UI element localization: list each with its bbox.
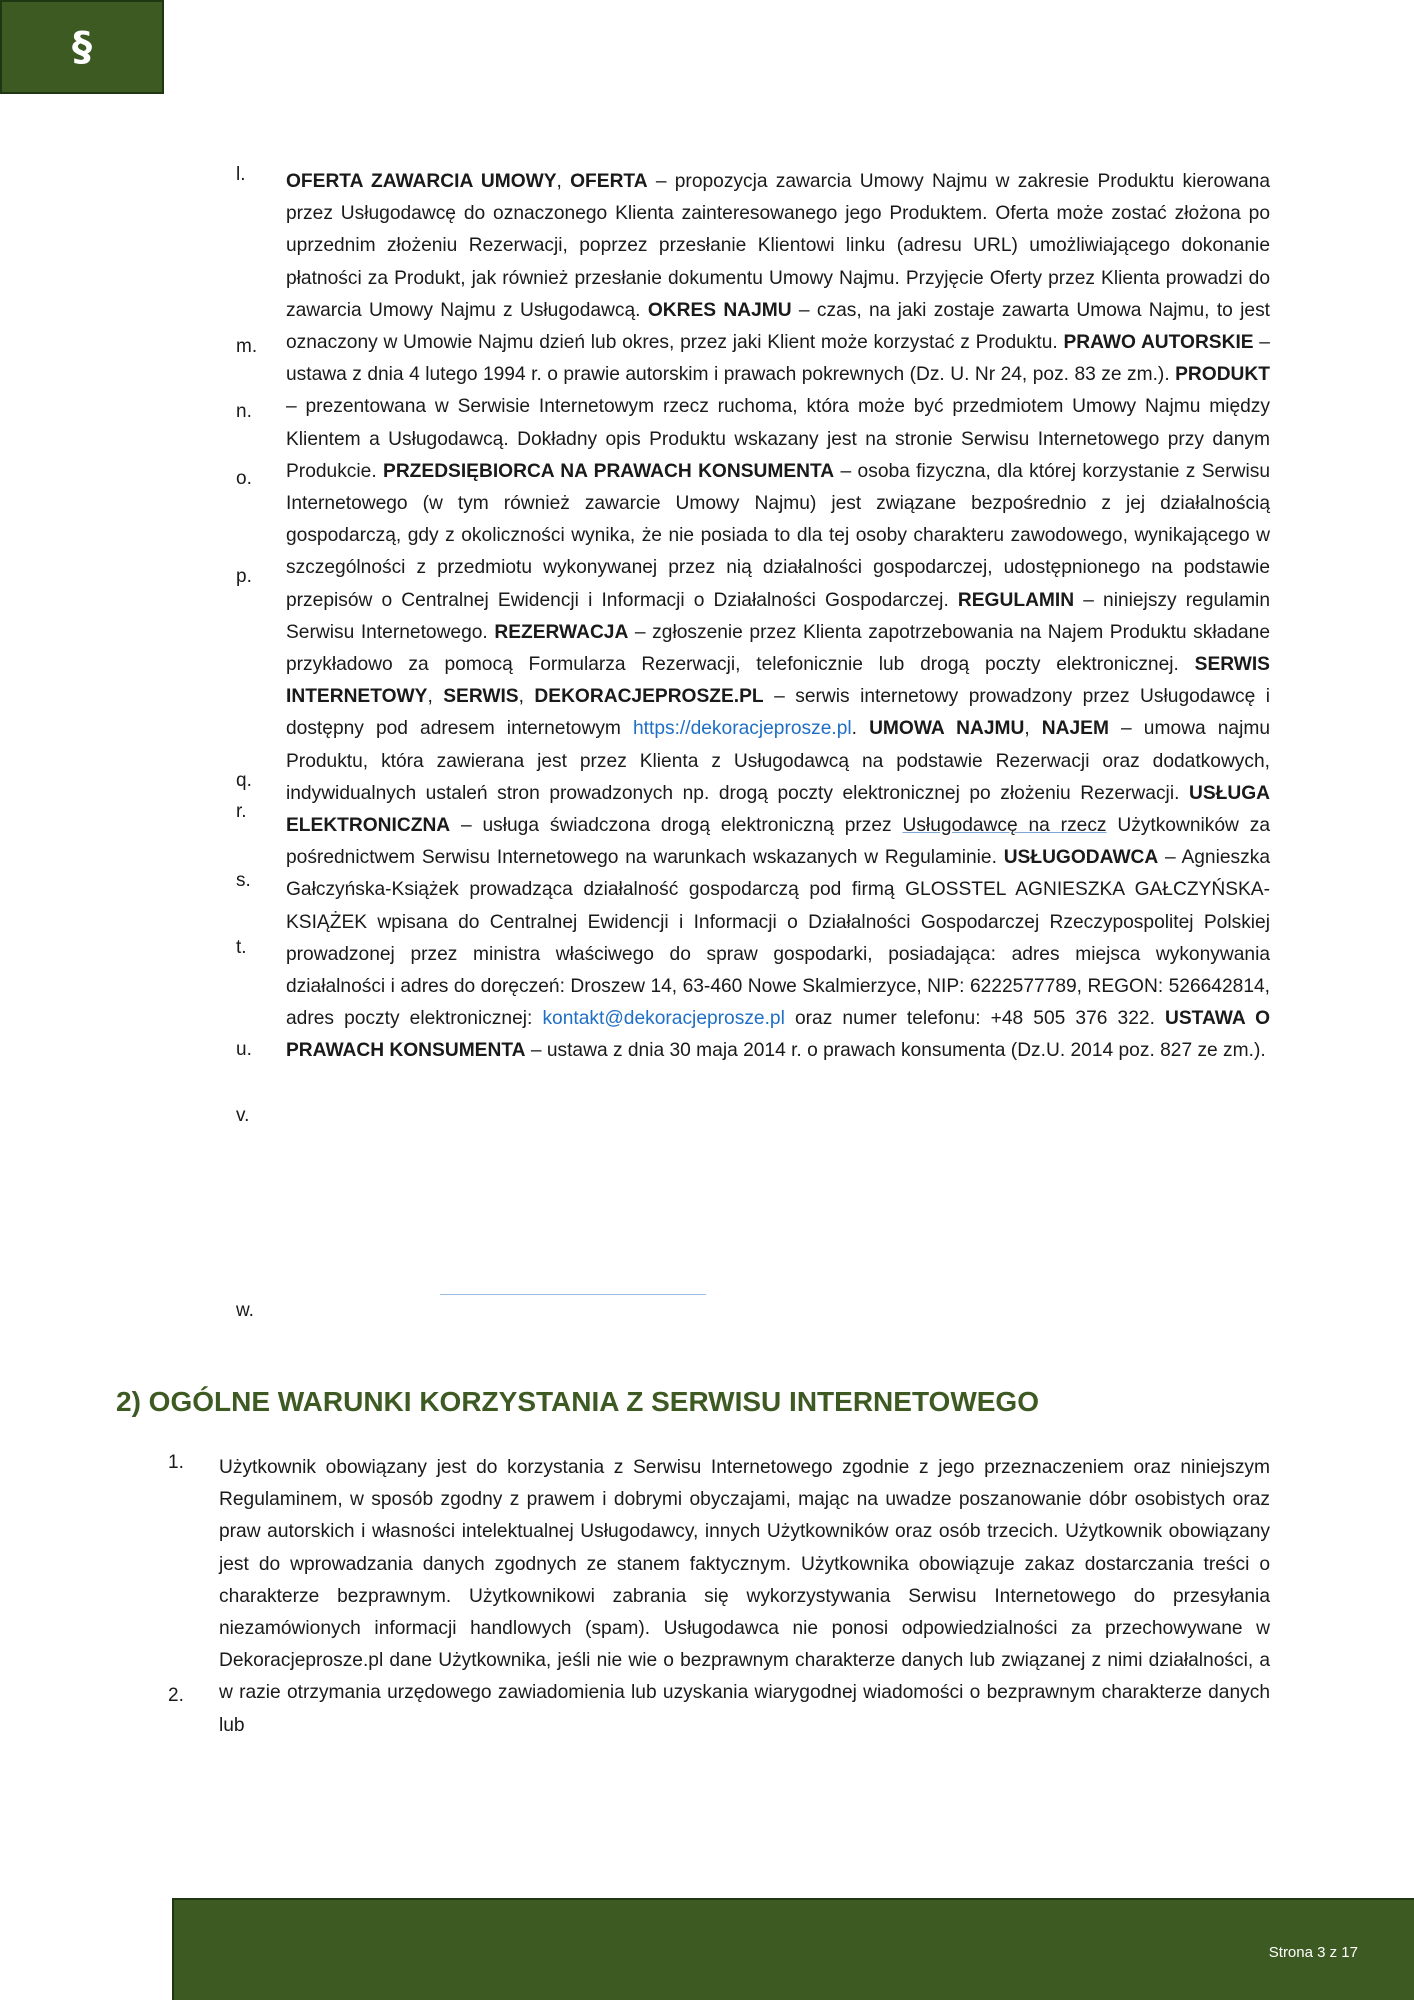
- term-najem: NAJEM: [1041, 718, 1109, 740]
- text-ustawa: – ustawa z dnia 30 maja 2014 r. o prawach konsumenta (Dz.U. 2014 poz. 827 ze zm.).: [525, 1040, 1266, 1062]
- footer-bar: [172, 1898, 1414, 2000]
- term-dekoracjeprosze: DEKORACJEPROSZE.PL: [534, 686, 764, 708]
- letter-u: u.: [236, 1039, 252, 1060]
- text-serwis: – serwis internetowy prowadzony przez Usługodawcę i dostępny pod adresem internetowym: [286, 686, 1270, 740]
- separator-line: [440, 1294, 706, 1295]
- letter-o: o.: [236, 468, 252, 489]
- text-prawo-autorskie: – ustawa z dnia 4 lutego 1994 r. o prawie autorskim i prawach pokrewnych (Dz. U. Nr 24, poz. 83 ze zm.).: [286, 332, 1270, 386]
- letter-w: w.: [236, 1300, 254, 1321]
- text-regulamin: – niniejszy regulamin Serwisu Internetowego.: [286, 589, 1270, 643]
- term-serwis: SERWIS: [443, 686, 519, 708]
- text-okres-najmu: – czas, na jaki zostaje zawarta Umowa Najmu, to jest oznaczony w Umowie Najmu dzień lub okres, przez jaki Klient może korzystać z Produktu.: [286, 299, 1270, 354]
- text-rezerwacja: – zgłoszenie przez Klienta zapotrzebowania na Najem Produktu składane przykładowo za pomocą Formularza Rezerwacji, telefonicznie lub drogą poczty elektronicznej.: [286, 621, 1270, 676]
- term-umowa-najmu: UMOWA NAJMU: [869, 718, 1025, 740]
- text-usluga-1: – usługa świadczona drogą elektroniczną przez: [450, 815, 903, 837]
- letter-v: v.: [236, 1105, 250, 1126]
- term-okres-najmu: OKRES NAJMU: [647, 299, 792, 321]
- section-2-heading: 2) OGÓLNE WARUNKI KORZYSTANIA Z SERWISU INTERNETOWEGO: [116, 1386, 1039, 1417]
- serwis-url-link[interactable]: https://dekoracjeprosze.pl: [633, 718, 852, 740]
- term-uslugodawca: USŁUGODAWCA: [1003, 847, 1159, 869]
- text-usluga-2: Użytkowników za pośrednictwem Serwisu Internetowego na warunkach wskazanych w Regulaminie.: [286, 815, 1270, 869]
- page-number: Strona 3 z 17: [1268, 1944, 1358, 1961]
- definitions-paragraph: OFERTA ZAWARCIA UMOWY, OFERTA – propozycja zawarcia Umowy Najmu w zakresie Produktu kierowana przez Usługodawcę do oznaczonego Klienta zainteresowanego jego Produktem. Oferta może zostać złożona po uprzednim złożeniu Rezerwacji, poprzez przesłanie Klientowi linku (adresu URL) umożliwiającego dokonanie płatności za Produkt, jak również przesłanie dokumentu Umowy Najmu. Przyjęcie Oferty przez Klienta prowadzi do zawarcia Umowy Najmu z Usługodawcą. OKRES NAJMU – czas, na jaki zostaje zawarta Umowa Najmu, to jest oznaczony w Umowie Najmu dzień lub okres, przez jaki Klient może korzystać z Produktu. PRAWO AUTORSKIE – ustawa z dnia 4 lutego 1994 r. o prawie autorskim i prawach pokrewnych (Dz. U. Nr 24, poz. 83 ze zm.). PRODUKT – prezentowana w Serwisie Internetowym rzecz ruchoma, która może być przedmiotem Umowy Najmu między Klientem a Usługodawcą. Dokładny opis Produktu wskazany jest na stronie Serwisu Internetowego przy danym Produkcie. PRZEDSIĘBIORCA NA PRAWACH KONSUMENTA – osoba fizyczna, dla której korzystanie z Serwisu Internetowego (w tym również zawarcie Umowy Najmu) jest związane bezpośrednio z jej działalnością gospodarczą, gdy z okoliczności wynika, że nie posiada to dla tej osoby charakteru zawodowego, wynikającego w szczególności z przedmiotu wykonywanej przez nią działalności gospodarczej, udostępnionego na podstawie przepisów o Centralnej Ewidencji i Informacji o Działalności Gospodarczej. REGULAMIN – niniejszy regulamin Serwisu Internetowego. REZERWACJA – zgłoszenie przez Klienta zapotrzebowania na Najem Produktu składane przykładowo za pomocą Formularza Rezerwacji, telefonicznie lub drogą poczty elektronicznej. SERWIS INTERNETOWY, SERWIS, DEKORACJEPROSZE.PL – serwis internetowy prowadzony przez Usługodawcę i dostępny pod adresem internetowym https://dekoracjeprosze.pl. UMOWA NAJMU, NAJEM – umowa najmu Produktu, która zawierana jest przez Klienta z Usługodawcą na podstawie Rezerwacji oraz dodatkowych, indywidualnych ustaleń stron prowadzonych np. drogą poczty elektronicznej po złożeniu Rezerwacji. USŁUGA ELEKTRONICZNA – usługa świadczona drogą elektroniczną przez Usługodawcę na rzecz Użytkowników za pośrednictwem Serwisu Internetowego na warunkach wskazanych w Regulaminie. USŁUGODAWCA – Agnieszka Gałczyńska-Książek prowadząca działalność gospodarczą pod firmą GLOSSTEL AGNIESZKA GAŁCZYŃSKA-KSIĄŻEK wpisana do Centralnej Ewidencji i Informacji o Działalności Gospodarczej Rzeczypospolitej Polskiej prowadzonej przez ministra właściwego do spraw gospodarki, posiadająca: adres miejsca wykonywania działalności i adres do doręczeń: Droszew 14, 63-460 Nowe Skalmierzyce, NIP: 6222577789, REGON: 526642814, adres poczty elektronicznej: kontakt@dekoracjeprosze.pl oraz numer telefonu: +48 505 376 322. USTAWA O PRAWACH KONSUMENTA – ustawa z dnia 30 maja 2014 r. o prawach konsumenta (Dz.U. 2014 poz. 827 ze zm.).: [286, 171, 1271, 1062]
- text-uslugodawca: – Agnieszka Gałczyńska-Książek prowadząca działalność gospodarczą pod firmą GLOSSTEL AGNIESZKA GAŁCZYŃSKA-KSIĄŻEK wpisana do Centralnej Ewidencji i Informacji o Działalności Gospodarczej Rzeczypospolitej Polskiej prowadzonej przez ministra właściwego do spraw gospodarki, posiadająca: adres miejsca wykonywania działalności i adres do doręczeń: Droszew 14, 63-460 Nowe Skalmierzyce, NIP: 6222577789, REGON: 526642814, adres poczty elektronicznej:: [286, 847, 1270, 1030]
- text-przedsiebiorca: – osoba fizyczna, dla której korzystanie z Serwisu Internetowego (w tym również zawarcie Umowy Najmu) jest związane bezpośrednio z jej działalnością gospodarczą, gdy z okoliczności wynika, że nie posiada to dla tej osoby charakteru zawodowego, wynikającego w szczególności z przedmiotu wykonywanej przez nią działalności gospodarczej, udostępnionego na podstawie przepisów o Centralnej Ewidencji i Informacji o Działalności Gospodarczej.: [286, 460, 1271, 611]
- text-produkt: – prezentowana w Serwisie Internetowym rzecz ruchoma, która może być przedmiotem Umowy Najmu między Klientem a Usługodawcą. Dokładny opis Produktu wskazany jest na stronie Serwisu Internetowego przy danym Produkcie.: [286, 396, 1270, 482]
- text-oferta: – propozycja zawarcia Umowy Najmu w zakresie Produktu kierowana przez Usługodawcę do oznaczonego Klienta zainteresowanego jego Produktem. Oferta może zostać złożona po uprzednim złożeniu Rezerwacji, poprzez przesłanie Klientowi linku (adresu URL) umożliwiającego dokonanie płatności za Produkt, jak również przesłanie dokumentu Umowy Najmu. Przyjęcie Oferty przez Klienta prowadzi do zawarcia Umowy Najmu z Usługodawcą.: [286, 171, 1270, 321]
- section-2-number-2: 2.: [168, 1685, 184, 1706]
- text-umowa-najmu: – umowa najmu Produktu, która zawierana jest przez Klienta z Usługodawcą na podstawie Rezerwacji oraz dodatkowych, indywidualnych ustaleń stron prowadzonych np. drogą poczty elektronicznej po złożeniu Rezerwacji.: [286, 718, 1270, 804]
- letter-n: n.: [236, 401, 252, 422]
- text-uslugodawca-2: oraz numer telefonu: +48 505 376 322.: [784, 1008, 1166, 1030]
- section-2-paragraph: Użytkownik obowiązany jest do korzystania z Serwisu Internetowego zgodnie z jego przeznaczeniem oraz niniejszym Regulaminem, w sposób zgodny z prawem i dobrymi obyczajami, mając na uwadze poszanowanie dóbr osobistych oraz praw autorskich i własności intelektualnej Usługodawcy, innych Użytkowników oraz osób trzecich. Użytkownik obowiązany jest do wprowadzania danych zgodnych ze stanem faktycznym. Użytkownika obowiązuje zakaz dostarczania treści o charakterze bezprawnym. Użytkownikowi zabrania się wykorzystywania Serwisu Internetowego do przesyłania niezamówionych informacji handlowych (spam). Usługodawca nie ponosi odpowiedzialności za przechowywane w Dekoracjeprosze.pl dane Użytkownika, jeśli nie wie o bezprawnym charakterze danych lub związanej z nimi działalności, a w razie otrzymania urzędowego zawiadomienia lub uzyskania wiarygodnej wiadomości o bezprawnym charakterze danych lub: [219, 1457, 1270, 1736]
- term-oferta-zawarcia-umowy: OFERTA ZAWARCIA UMOWY: [286, 171, 557, 192]
- term-prawo-autorskie: PRAWO AUTORSKIE: [1063, 332, 1254, 354]
- term-rezerwacja: REZERWACJA: [494, 621, 629, 643]
- term-ustawa-o-prawach-konsumenta: USTAWA O PRAWACH KONSUMENTA: [286, 1008, 1271, 1062]
- term-serwis-internetowy: SERWIS INTERNETOWY: [286, 654, 1270, 708]
- section-2-number-1: 1.: [168, 1452, 184, 1473]
- term-produkt: PRODUKT: [1175, 364, 1270, 386]
- term-oferta: OFERTA: [570, 171, 648, 192]
- section-symbol: §: [72, 24, 92, 70]
- term-przedsiebiorca: PRZEDSIĘBIORCA NA PRAWACH KONSUMENTA: [383, 460, 835, 482]
- letter-t: t.: [236, 937, 247, 958]
- text-usluga-underlined: Usługodawcę na rzecz: [902, 815, 1107, 837]
- letter-p: p.: [236, 566, 252, 587]
- letter-m: m.: [236, 336, 258, 357]
- term-regulamin: REGULAMIN: [957, 589, 1075, 611]
- letter-q: q.: [236, 770, 252, 791]
- corner-section-box: [0, 0, 164, 94]
- letter-s: s.: [236, 870, 251, 891]
- email-link[interactable]: kontakt@dekoracjeprosze.pl: [542, 1008, 785, 1030]
- letter-l: l.: [236, 164, 246, 185]
- letter-r: r.: [236, 801, 247, 822]
- term-usluga-elektroniczna: USŁUGA ELEKTRONICZNA: [286, 782, 1270, 837]
